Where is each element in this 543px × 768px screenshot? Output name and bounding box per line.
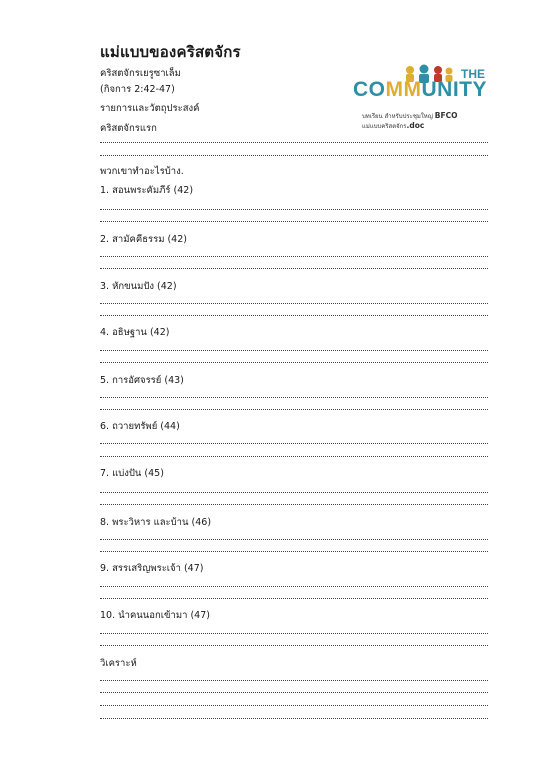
answer-line[interactable] — [100, 718, 488, 719]
item-heading: 4. อธิษฐาน (42) — [100, 327, 170, 338]
logo-filename: แม่แบบคริสตจักร.doc — [362, 121, 425, 130]
answer-line[interactable] — [100, 256, 488, 257]
logo-caption: บทเรียน สำหรับประชุมใหญ่ BFCO — [362, 111, 458, 120]
answer-line[interactable] — [100, 315, 488, 316]
item-heading: 3. หักขนมปัง (42) — [100, 281, 177, 292]
answer-line[interactable] — [100, 692, 488, 693]
answer-line[interactable] — [100, 155, 488, 156]
scripture-reference: (กิจการ 2:42-47) — [100, 84, 175, 95]
answer-line[interactable] — [100, 268, 488, 269]
section-list-label: รายการและวัตถุประสงค์ — [100, 103, 200, 114]
item-heading: 8. พระวิหาร และบ้าน (46) — [100, 517, 212, 528]
item-heading: 6. ถวายทรัพย์ (44) — [100, 421, 180, 432]
reflection-heading: วิเคราะห์ — [100, 658, 137, 669]
answer-line[interactable] — [100, 705, 488, 706]
logo-the: THE — [461, 67, 485, 81]
answer-line[interactable] — [100, 586, 488, 587]
item-heading: 2. สามัคคีธรรม (42) — [100, 234, 187, 245]
community-logo — [352, 64, 512, 136]
answer-line[interactable] — [100, 645, 488, 646]
page-title: แม่แบบของคริสตจักร — [100, 43, 241, 61]
answer-line[interactable] — [100, 504, 488, 505]
item-heading: 9. สรรเสริญพระเจ้า (47) — [100, 563, 204, 574]
item-heading: 1. สอนพระคัมภีร์ (42) — [100, 185, 194, 196]
answer-line[interactable] — [100, 633, 488, 634]
answer-line[interactable] — [100, 492, 488, 493]
prompt-label: พวกเขาทำอะไรบ้าง. — [100, 166, 184, 177]
answer-line[interactable] — [100, 539, 488, 540]
church-name: คริสตจักรเยรูซาเล็ม — [100, 68, 181, 79]
answer-line[interactable] — [100, 303, 488, 304]
first-church-label: คริสตจักรแรก — [100, 123, 157, 134]
answer-line[interactable] — [100, 362, 488, 363]
item-heading: 10. นำคนนอกเข้ามา (47) — [100, 610, 210, 621]
answer-line[interactable] — [100, 209, 488, 210]
answer-line[interactable] — [100, 456, 488, 457]
answer-line[interactable] — [100, 680, 488, 681]
item-heading: 7. แบ่งปัน (45) — [100, 468, 164, 479]
answer-line[interactable] — [100, 221, 488, 222]
logo-wordmark: COMMUNITY — [353, 78, 487, 101]
answer-line[interactable] — [100, 397, 488, 398]
answer-line[interactable] — [100, 598, 488, 599]
answer-line[interactable] — [100, 350, 488, 351]
item-heading: 5. การอัศจรรย์ (43) — [100, 375, 184, 386]
answer-line[interactable] — [100, 551, 488, 552]
answer-line[interactable] — [100, 409, 488, 410]
answer-line[interactable] — [100, 443, 488, 444]
answer-line[interactable] — [100, 142, 488, 143]
